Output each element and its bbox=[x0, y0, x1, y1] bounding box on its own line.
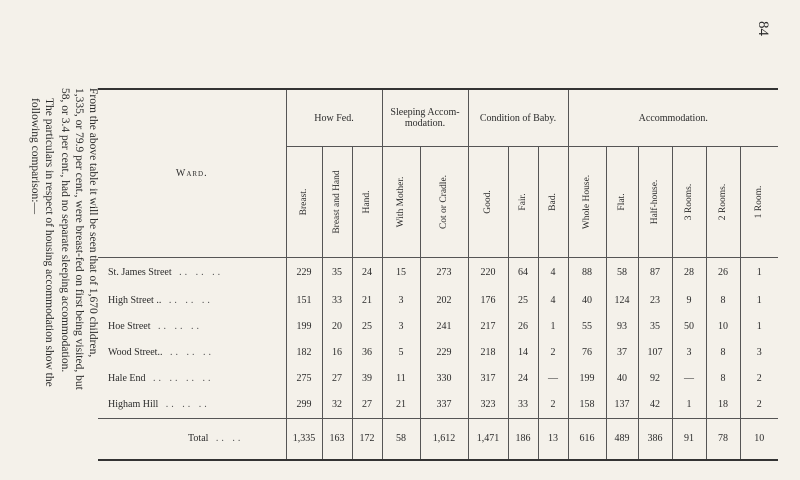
table-body bbox=[98, 258, 778, 419]
group-condition: Condition of Baby. bbox=[468, 89, 568, 147]
col-good: Good. bbox=[468, 147, 508, 258]
table-cell: 1 bbox=[672, 392, 706, 419]
table-cell: 163 bbox=[322, 418, 352, 460]
table-cell: 202 bbox=[420, 288, 468, 314]
table-cell: 27 bbox=[322, 366, 352, 392]
table-row bbox=[98, 366, 778, 392]
table-cell: 33 bbox=[322, 288, 352, 314]
table-cell: 199 bbox=[568, 366, 606, 392]
table-cell: 229 bbox=[420, 340, 468, 366]
table-cell: 21 bbox=[382, 392, 420, 419]
col-whole-house: Whole House. bbox=[568, 147, 606, 258]
table-cell: 87 bbox=[638, 258, 672, 288]
col-hand: Hand. bbox=[352, 147, 382, 258]
table-cell: 317 bbox=[468, 366, 508, 392]
table-cell: 1 bbox=[740, 314, 778, 340]
table-cell: 2 bbox=[538, 340, 568, 366]
ward-header: Ward. bbox=[98, 89, 286, 258]
table-cell: 1 bbox=[538, 314, 568, 340]
table-cell: 11 bbox=[382, 366, 420, 392]
table-cell: 50 bbox=[672, 314, 706, 340]
col-2-rooms: 2 Rooms. bbox=[706, 147, 740, 258]
table-cell: 23 bbox=[638, 288, 672, 314]
table-cell: 88 bbox=[568, 258, 606, 288]
leader-dots: .. .. bbox=[215, 433, 244, 444]
table-cell: 78 bbox=[706, 418, 740, 460]
col-breast-and-hand: Breast and Hand bbox=[322, 147, 352, 258]
feeding-accommodation-table bbox=[98, 88, 778, 461]
table-cell: — bbox=[538, 366, 568, 392]
table-cell: 26 bbox=[508, 314, 538, 340]
table-cell: 24 bbox=[508, 366, 538, 392]
housing-paragraph bbox=[28, 98, 56, 387]
table-cell: 1 bbox=[740, 288, 778, 314]
group-sleeping: Sleeping Accom- modation. bbox=[382, 89, 468, 147]
table-row bbox=[98, 314, 778, 340]
housing-line-2: following comparison:— bbox=[29, 98, 41, 214]
col-flat: Flat. bbox=[606, 147, 638, 258]
page-number: 84 bbox=[755, 21, 771, 36]
table-cell: 15 bbox=[382, 258, 420, 288]
table-cell: 36 bbox=[352, 340, 382, 366]
table-cell: 151 bbox=[286, 288, 322, 314]
leader-dots: .. .. .. .. bbox=[153, 373, 214, 384]
table-cell: 37 bbox=[606, 340, 638, 366]
table-cell: 3 bbox=[382, 314, 420, 340]
table-row bbox=[98, 288, 778, 314]
table-row bbox=[98, 258, 778, 288]
table-cell: 229 bbox=[286, 258, 322, 288]
table-cell: 25 bbox=[352, 314, 382, 340]
table-cell: 40 bbox=[568, 288, 606, 314]
leader-dots: .. .. .. bbox=[179, 267, 224, 279]
table-cell: 26 bbox=[706, 258, 740, 288]
table-cell: 1,335 bbox=[286, 418, 322, 460]
table-cell: 58 bbox=[382, 418, 420, 460]
table-row bbox=[98, 392, 778, 419]
table-cell: 337 bbox=[420, 392, 468, 419]
table-cell: 158 bbox=[568, 392, 606, 419]
table-cell: 1 bbox=[740, 258, 778, 288]
ward-name: Hale End .. .. .. .. bbox=[108, 373, 214, 384]
table-cell: 2 bbox=[740, 366, 778, 392]
col-fair: Fair. bbox=[508, 147, 538, 258]
table-cell: 20 bbox=[322, 314, 352, 340]
table-cell: 10 bbox=[740, 418, 778, 460]
table-cell: 137 bbox=[606, 392, 638, 419]
ward-name: Hoe Street .. .. .. bbox=[108, 321, 202, 332]
table-cell: 3 bbox=[740, 340, 778, 366]
table-cell: 33 bbox=[508, 392, 538, 419]
summary-paragraph bbox=[58, 88, 100, 390]
table-cell: 39 bbox=[352, 366, 382, 392]
table-cell: 58 bbox=[606, 258, 638, 288]
table-cell: 25 bbox=[508, 288, 538, 314]
summary-line-1: From the above table it will be seen that of 1,670 children, bbox=[87, 88, 99, 358]
table-cell: 91 bbox=[672, 418, 706, 460]
ward-name: St. James Street .. .. .. bbox=[108, 267, 224, 279]
table-cell: 8 bbox=[706, 340, 740, 366]
table-cell: 218 bbox=[468, 340, 508, 366]
table-cell: 8 bbox=[706, 366, 740, 392]
table-row bbox=[98, 340, 778, 366]
table-cell: 76 bbox=[568, 340, 606, 366]
leader-dots: .. .. .. bbox=[165, 399, 210, 410]
table-cell: 18 bbox=[706, 392, 740, 419]
table-cell: 21 bbox=[352, 288, 382, 314]
leader-dots: .. .. .. bbox=[169, 347, 214, 358]
table-cell: 4 bbox=[538, 258, 568, 288]
table-cell: 182 bbox=[286, 340, 322, 366]
housing-line-1: The particulars in respect of housing accommodation show the bbox=[43, 98, 55, 387]
group-accommodation: Accommodation. bbox=[568, 89, 778, 147]
table-cell: 241 bbox=[420, 314, 468, 340]
table-cell: 1,471 bbox=[468, 418, 508, 460]
table-cell: 217 bbox=[468, 314, 508, 340]
table-cell: 275 bbox=[286, 366, 322, 392]
table-cell: 273 bbox=[420, 258, 468, 288]
ward-name: High Street .. .. .. .. bbox=[108, 295, 213, 306]
table-cell: 55 bbox=[568, 314, 606, 340]
table-cell: 92 bbox=[638, 366, 672, 392]
table-cell: — bbox=[672, 366, 706, 392]
table-cell: 330 bbox=[420, 366, 468, 392]
table-cell: 176 bbox=[468, 288, 508, 314]
table-cell: 5 bbox=[382, 340, 420, 366]
table-cell: 9 bbox=[672, 288, 706, 314]
table-cell: 2 bbox=[538, 392, 568, 419]
table-cell: 1,612 bbox=[420, 418, 468, 460]
table-cell: 16 bbox=[322, 340, 352, 366]
col-with-mother: With Mother. bbox=[382, 147, 420, 258]
ward-name: Higham Hill .. .. .. bbox=[108, 399, 210, 410]
total-row bbox=[98, 418, 778, 460]
table-cell: 186 bbox=[508, 418, 538, 460]
table-cell: 489 bbox=[606, 418, 638, 460]
table-cell: 42 bbox=[638, 392, 672, 419]
table-cell: 4 bbox=[538, 288, 568, 314]
table-cell: 199 bbox=[286, 314, 322, 340]
summary-line-2: 1,335, or 79.9 per cent., were breast-fed on first being visited, but bbox=[73, 88, 85, 390]
table-cell: 220 bbox=[468, 258, 508, 288]
leader-dots: .. .. .. bbox=[168, 295, 213, 306]
table-cell: 35 bbox=[638, 314, 672, 340]
table-cell: 32 bbox=[322, 392, 352, 419]
table-cell: 93 bbox=[606, 314, 638, 340]
table-cell: 24 bbox=[352, 258, 382, 288]
table-cell: 107 bbox=[638, 340, 672, 366]
table-cell: 3 bbox=[672, 340, 706, 366]
table-cell: 386 bbox=[638, 418, 672, 460]
col-cot-or-cradle: Cot or Cradle. bbox=[420, 147, 468, 258]
group-how-fed: How Fed. bbox=[286, 89, 382, 147]
table-cell: 323 bbox=[468, 392, 508, 419]
col-1-room: 1 Room. bbox=[740, 147, 778, 258]
table-cell: 27 bbox=[352, 392, 382, 419]
table-cell: 64 bbox=[508, 258, 538, 288]
table-cell: 124 bbox=[606, 288, 638, 314]
col-3-rooms: 3 Rooms. bbox=[672, 147, 706, 258]
leader-dots: .. .. .. bbox=[158, 321, 202, 332]
table-cell: 40 bbox=[606, 366, 638, 392]
summary-line-3: 58, or 3.4 per cent., had no separate sleeping accommodation. bbox=[59, 88, 71, 373]
table-cell: 8 bbox=[706, 288, 740, 314]
col-breast: Breast. bbox=[286, 147, 322, 258]
table-cell: 13 bbox=[538, 418, 568, 460]
col-half-house: Half-house. bbox=[638, 147, 672, 258]
table-cell: 616 bbox=[568, 418, 606, 460]
table-cell: 14 bbox=[508, 340, 538, 366]
table-cell: 35 bbox=[322, 258, 352, 288]
table-cell: 10 bbox=[706, 314, 740, 340]
col-bad: Bad. bbox=[538, 147, 568, 258]
ward-name: Wood Street.. .. .. .. bbox=[108, 347, 214, 358]
table-cell: 172 bbox=[352, 418, 382, 460]
total-label: Total .. .. bbox=[98, 418, 286, 460]
table-cell: 299 bbox=[286, 392, 322, 419]
table-cell: 28 bbox=[672, 258, 706, 288]
table-cell: 3 bbox=[382, 288, 420, 314]
table-cell: 2 bbox=[740, 392, 778, 419]
